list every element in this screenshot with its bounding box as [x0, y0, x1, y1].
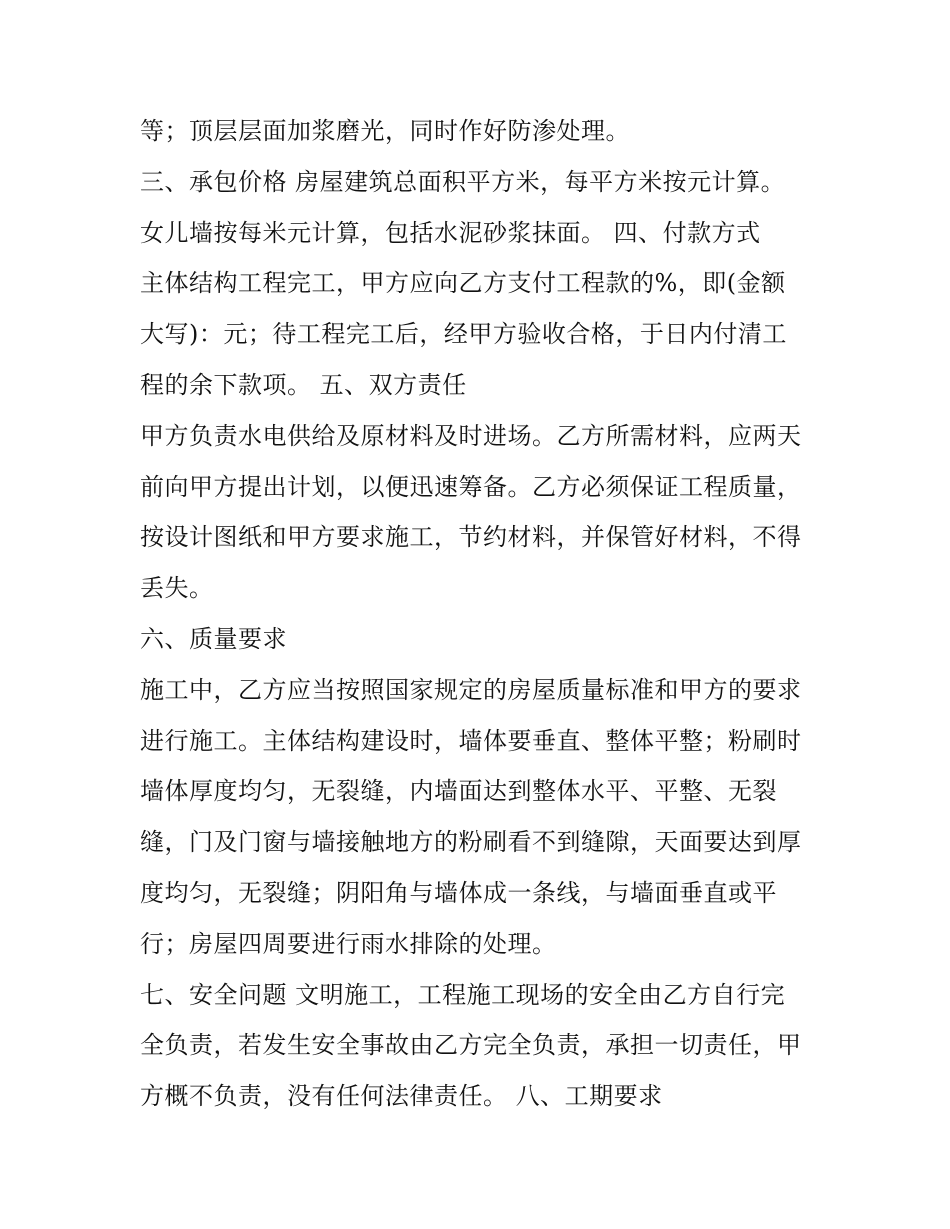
text-line-2: 三、承包价格 房屋建筑总面积平方米，每平方米按元计算。	[140, 167, 786, 196]
text-line-13: 进行施工。主体结构建设时，墙体要垂直、整体平整；粉刷时	[140, 726, 802, 755]
text-line-17: 行；房屋四周要进行雨水排除的处理。	[140, 929, 557, 958]
text-line-19: 全负责，若发生安全事故由乙方完全负责，承担一切责任，甲	[140, 1031, 802, 1060]
text-line-12: 施工中，乙方应当按照国家规定的房屋质量标准和甲方的要求	[140, 675, 802, 704]
text-line-20: 方概不负责，没有任何法律责任。 八、工期要求	[140, 1082, 663, 1111]
text-line-6: 程的余下款项。 五、双方责任	[140, 370, 467, 399]
text-line-15: 缝，门及门窗与墙接触地方的粉刷看不到缝隙，天面要达到厚	[140, 828, 802, 857]
text-line-3: 女儿墙按每米元计算，包括水泥砂浆抹面。 四、付款方式	[140, 218, 761, 247]
text-line-4: 主体结构工程完工，甲方应向乙方支付工程款的%，即(金额	[140, 269, 786, 298]
text-line-5: 大写)：元；待工程完工后，经甲方验收合格，于日内付清工	[140, 320, 787, 349]
text-line-9: 按设计图纸和甲方要求施工，节约材料，并保管好材料，不得	[140, 523, 802, 552]
text-line-14: 墙体厚度均匀，无裂缝，内墙面达到整体水平、平整、无裂	[140, 777, 777, 806]
text-line-8: 前向甲方提出计划，以便迅速筹备。乙方必须保证工程质量，	[140, 472, 802, 501]
text-line-16: 度均匀，无裂缝；阴阳角与墙体成一条线，与墙面垂直或平	[140, 878, 777, 907]
text-line-1: 等；顶层层面加浆磨光，同时作好防渗处理。	[140, 117, 630, 145]
contract-text	[140, 106, 830, 1122]
text-line-18: 七、安全问题 文明施工，工程施工现场的安全由乙方自行完	[140, 980, 786, 1009]
section-heading-quality: 六、质量要求	[140, 624, 287, 653]
text-line-10: 丢失。	[140, 574, 214, 603]
text-line-7: 甲方负责水电供给及原材料及时进场。乙方所需材料，应两天	[140, 421, 802, 450]
